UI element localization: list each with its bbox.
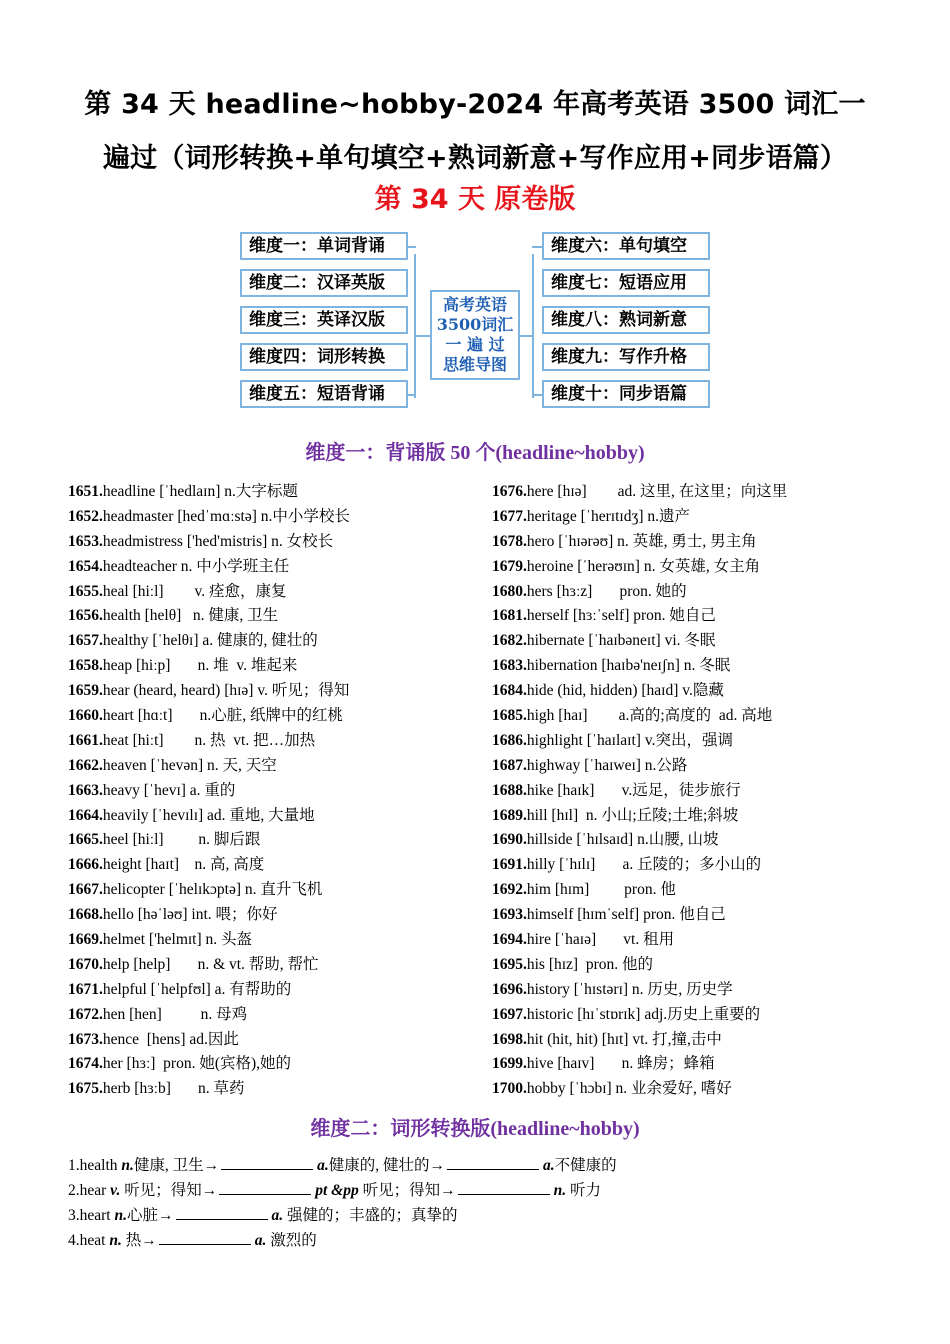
entry-number: 1688. [492, 781, 527, 799]
mind-map-node: 维度五：短语背诵 [240, 380, 408, 408]
part-of-speech: n. [109, 1232, 122, 1249]
entry-text: hit (hit, hit) [hɪt] vt. 打,撞,击中 [526, 1030, 722, 1048]
entry-text: hero [ˈhɪərəʊ] n. 英雄, 勇士, 男主角 [526, 532, 757, 550]
vocab-entry [492, 978, 787, 1003]
vocab-entry [68, 878, 350, 903]
transform-meaning: 心脏→ [126, 1207, 174, 1224]
entry-text: heaven [ˈhevən] n. 天, 天空 [102, 756, 277, 774]
transform-word: 2.hear [68, 1182, 111, 1199]
entry-text: helicopter [ˈhelɪkɔptə] n. 直升飞机 [102, 881, 323, 899]
vocab-list-right [492, 480, 787, 1102]
entry-text: headmaster [hedˈmɑːstə] n.中小学校长 [102, 507, 350, 525]
entry-text: him [hɪm] pron. 他 [526, 881, 676, 899]
entry-number: 1699. [492, 1055, 527, 1073]
entry-text: heavily [ˈhevɪlɪ] ad. 重地, 大量地 [102, 806, 315, 824]
entry-text: high [haɪ] a.高的;高度的 ad. 高地 [526, 707, 773, 725]
vocab-entry [492, 604, 787, 629]
part-of-speech: a. [271, 1207, 284, 1224]
vocab-entry [492, 804, 787, 829]
part-of-speech: n. [121, 1157, 134, 1174]
vocab-entry [68, 828, 350, 853]
part-of-speech: n. [114, 1207, 127, 1224]
entry-number: 1691. [492, 856, 527, 874]
entry-number: 1662. [68, 756, 103, 774]
transform-meaning: 听力 [566, 1182, 602, 1199]
vocab-entry [68, 1028, 350, 1053]
entry-number: 1666. [68, 856, 103, 874]
entry-number: 1668. [68, 906, 103, 924]
vocab-entry [492, 505, 787, 530]
transform-meaning: 热→ [121, 1232, 157, 1249]
entry-text: hill [hɪl] n. 小山;丘陵;土堆;斜坡 [526, 806, 739, 824]
entry-number: 1696. [492, 980, 527, 998]
entry-number: 1693. [492, 906, 527, 924]
vocab-entry [492, 1077, 787, 1102]
entry-text: hers [hɜːz] pron. 她的 [526, 582, 687, 600]
entry-text: helmet ['helmɪt] n. 头盔 [102, 931, 253, 949]
connector-line [414, 254, 416, 398]
entry-number: 1697. [492, 1005, 527, 1023]
entry-text: hide (hid, hidden) [haɪd] v.隐藏 [526, 682, 724, 700]
vocab-entry [492, 629, 787, 654]
vocab-entry [68, 1052, 350, 1077]
vocab-entry [68, 704, 350, 729]
mind-map-node: 维度九：写作升格 [542, 343, 710, 371]
entry-number: 1687. [492, 756, 527, 774]
entry-number: 1670. [68, 955, 103, 973]
transform-row [68, 1153, 617, 1178]
entry-text: heritage [ˈherɪtɪdʒ] n.遗产 [526, 507, 690, 525]
entry-number: 1683. [492, 657, 527, 675]
entry-number: 1676. [492, 483, 527, 500]
entry-text: helpful [ˈhelpfʊl] a. 有帮助的 [102, 980, 292, 998]
entry-number: 1680. [492, 582, 527, 600]
vocab-entry [68, 754, 350, 779]
entry-text: heal [hiːl] v. 痊愈，康复 [102, 582, 287, 600]
entry-text: heavy [ˈhevɪ] a. 重的 [102, 781, 236, 799]
entry-text: heart [hɑːt] n.心脏, 纸牌中的红桃 [102, 707, 344, 725]
vocab-entry [68, 853, 350, 878]
vocab-entry [492, 903, 787, 928]
vocab-entry [492, 555, 787, 580]
transform-row [68, 1228, 617, 1253]
entry-text: herb [hɜːb] n. 草药 [102, 1080, 245, 1098]
entry-text: hence [hens] ad.因此 [102, 1030, 239, 1048]
vocab-entry [492, 878, 787, 903]
entry-text: hear (heard, heard) [hɪə] v. 听见；得知 [102, 682, 350, 700]
vocab-entry [68, 654, 350, 679]
part-of-speech: v. [110, 1182, 121, 1199]
vocab-entry [68, 1003, 350, 1028]
part-of-speech: n. [553, 1182, 567, 1199]
vocab-entry [68, 480, 350, 505]
entry-number: 1684. [492, 682, 527, 700]
connector-line [532, 254, 534, 398]
entry-text: her [hɜː] pron. 她(宾格),她的 [102, 1055, 292, 1073]
entry-number: 1660. [68, 707, 103, 725]
entry-text: headteacher n. 中小学班主任 [102, 557, 290, 575]
title-line-2: 遍过（词形转换+单句填空+熟词新意+写作应用+同步语篇） [102, 143, 848, 174]
entry-number: 1663. [68, 781, 103, 799]
entry-text: heap [hiːp] n. 堆 v. 堆起来 [102, 657, 298, 675]
entry-number: 1678. [492, 532, 527, 550]
entry-text: headline [ˈhedlaɪn] n.大字标题 [102, 483, 298, 500]
vocab-entry [68, 978, 350, 1003]
entry-number: 1682. [492, 632, 527, 650]
answer-blank[interactable] [447, 1155, 539, 1170]
entry-text: highway [ˈhaɪweɪ] n.公路 [526, 756, 688, 774]
entry-number: 1692. [492, 881, 527, 899]
entry-text: height [haɪt] n. 高, 高度 [102, 856, 265, 874]
vocab-entry [68, 953, 350, 978]
document-title [60, 78, 890, 186]
entry-text: hillside [ˈhɪlsaɪd] n.山腰, 山坡 [526, 831, 719, 849]
entry-text: help [help] n. & vt. 帮助, 帮忙 [102, 955, 319, 973]
vocab-entry [68, 1077, 350, 1102]
vocab-entry [492, 480, 787, 505]
entry-number: 1651. [68, 483, 103, 500]
entry-number: 1672. [68, 1005, 103, 1023]
entry-text: headmistress ['hed'mistris] n. 女校长 [102, 532, 334, 550]
section-heading: 维度一：背诵版 50 个(headline~hobby) [305, 442, 645, 464]
entry-text: hike [haɪk] v.远足，徒步旅行 [526, 781, 741, 799]
entry-number: 1664. [68, 806, 103, 824]
entry-number: 1681. [492, 607, 527, 625]
vocab-entry [68, 505, 350, 530]
mind-map-node: 维度八：熟词新意 [542, 306, 710, 334]
entry-text: health [helθ] n. 健康, 卫生 [102, 607, 279, 625]
entry-text: hive [haɪv] n. 蜂房；蜂箱 [526, 1055, 715, 1073]
vocab-entry [68, 903, 350, 928]
entry-number: 1652. [68, 507, 103, 525]
vocab-entry [68, 928, 350, 953]
connector-line [532, 394, 542, 396]
entry-number: 1695. [492, 955, 527, 973]
title-line-1: 第 34 天 headline~hobby-2024 年高考英语 3500 词汇一 [84, 89, 866, 120]
entry-text: highlight [ˈhaɪlaɪt] v.突出，强调 [526, 731, 733, 749]
vocab-entry [68, 679, 350, 704]
entry-text: heroine [ˈherəʊɪn] n. 女英雄, 女主角 [526, 557, 761, 575]
entry-number: 1656. [68, 607, 103, 625]
part-of-speech: pt &pp [315, 1182, 359, 1199]
mind-map-node: 维度七：短语应用 [542, 269, 710, 297]
vocab-entry [492, 704, 787, 729]
entry-number: 1653. [68, 532, 103, 550]
connector-line [532, 246, 542, 248]
vocab-entry [492, 953, 787, 978]
entry-number: 1654. [68, 557, 103, 575]
transform-row [68, 1203, 617, 1228]
entry-text: himself [hɪmˈself] pron. 他自己 [526, 906, 726, 924]
mind-map-node: 维度六：单句填空 [542, 232, 710, 260]
connector-line [408, 394, 416, 396]
entry-number: 1669. [68, 931, 103, 949]
vocab-entry [492, 1003, 787, 1028]
answer-blank[interactable] [221, 1155, 313, 1170]
entry-text: hibernation [haɪbə'neɪʃn] n. 冬眠 [526, 657, 731, 675]
entry-text: here [hɪə] ad. 这里, 在这里；向这里 [526, 483, 788, 500]
entry-text: hen [hen] n. 母鸡 [102, 1005, 248, 1023]
mind-map [238, 230, 714, 412]
entry-number: 1677. [492, 507, 527, 525]
entry-number: 1659. [68, 682, 103, 700]
vocab-entry [492, 754, 787, 779]
mind-map-node: 维度一：单词背诵 [240, 232, 408, 260]
vocab-entry [492, 679, 787, 704]
entry-number: 1685. [492, 707, 527, 725]
entry-text: hibernate [ˈhaɪbəneɪt] vi. 冬眠 [526, 632, 716, 650]
transform-meaning: 健康的, 健壮的→ [328, 1157, 446, 1174]
part-of-speech: a. [317, 1157, 329, 1174]
entry-number: 1674. [68, 1055, 103, 1073]
entry-number: 1686. [492, 731, 527, 749]
entry-number: 1671. [68, 980, 103, 998]
vocab-entry [492, 530, 787, 555]
entry-number: 1698. [492, 1030, 527, 1048]
vocab-entry [68, 729, 350, 754]
entry-text: hello [həˈləʊ] int. 喂；你好 [102, 906, 278, 924]
vocab-entry [68, 629, 350, 654]
connector-line [520, 335, 532, 337]
entry-text: hilly [ˈhɪlɪ] a. 丘陵的；多小山的 [526, 856, 762, 874]
entry-number: 1665. [68, 831, 103, 849]
connector-line [408, 246, 416, 248]
mind-map-node: 维度三：英译汉版 [240, 306, 408, 334]
answer-blank[interactable] [159, 1230, 251, 1245]
vocab-entry [492, 729, 787, 754]
word-transform-list [68, 1153, 617, 1253]
entry-text: hobby [ˈhɔbɪ] n. 业余爱好, 嗜好 [526, 1080, 732, 1098]
mind-map-node: 维度四：词形转换 [240, 343, 408, 371]
vocab-list-left [68, 480, 350, 1102]
transform-meaning: 健康, 卫生→ [133, 1157, 220, 1174]
document-subtitle: 第 34 天 原卷版 [374, 184, 576, 215]
vocab-entry [68, 530, 350, 555]
entry-number: 1689. [492, 806, 527, 824]
entry-number: 1679. [492, 557, 527, 575]
entry-number: 1700. [492, 1080, 527, 1098]
entry-number: 1675. [68, 1080, 103, 1098]
section-heading: 维度二：词形转换版(headline~hobby) [310, 1118, 640, 1140]
entry-text: historic [hɪˈstɒrɪk] adj.历史上重要的 [526, 1005, 761, 1023]
transform-meaning: 激烈的 [266, 1232, 317, 1249]
transform-meaning: 不健康的 [554, 1157, 617, 1174]
mind-map-node: 维度二：汉译英版 [240, 269, 408, 297]
vocab-entry [68, 555, 350, 580]
vocab-entry [492, 853, 787, 878]
part-of-speech: a. [543, 1157, 555, 1174]
vocab-entry [492, 779, 787, 804]
vocab-entry [68, 779, 350, 804]
mind-map-node: 维度十：同步语篇 [542, 380, 710, 408]
transform-meaning: 听见；得知→ [120, 1182, 218, 1199]
entry-number: 1655. [68, 582, 103, 600]
entry-number: 1690. [492, 831, 527, 849]
entry-text: his [hɪz] pron. 他的 [526, 955, 654, 973]
vocab-entry [492, 654, 787, 679]
entry-number: 1658. [68, 657, 103, 675]
entry-number: 1694. [492, 931, 527, 949]
entry-text: heat [hiːt] n. 热 vt. 把…加热 [102, 731, 316, 749]
entry-number: 1661. [68, 731, 103, 749]
answer-blank[interactable] [458, 1180, 550, 1195]
entry-text: heel [hiːl] n. 脚后跟 [102, 831, 261, 849]
vocab-entry [68, 580, 350, 605]
entry-number: 1657. [68, 632, 103, 650]
vocab-entry [492, 828, 787, 853]
part-of-speech: a. [254, 1232, 267, 1249]
entry-number: 1667. [68, 881, 103, 899]
vocab-entry [68, 604, 350, 629]
entry-text: healthy [ˈhelθɪ] a. 健康的, 健壮的 [102, 632, 318, 650]
answer-blank[interactable] [176, 1205, 268, 1220]
transform-row [68, 1178, 617, 1203]
vocab-entry [492, 1028, 787, 1053]
transform-meaning: 听见；得知→ [358, 1182, 456, 1199]
transform-word: 1.health [68, 1157, 122, 1174]
vocab-entry [492, 580, 787, 605]
answer-blank[interactable] [219, 1180, 311, 1195]
entry-text: history [ˈhɪstərɪ] n. 历史, 历史学 [526, 980, 733, 998]
vocab-entry [68, 804, 350, 829]
transform-word: 4.heat [68, 1232, 110, 1249]
transform-word: 3.heart [68, 1207, 115, 1224]
mind-map-center: 高考英语 3500词汇 一 遍 过 思维导图 [430, 290, 520, 380]
transform-meaning: 强健的；丰盛的；真挚的 [283, 1207, 458, 1224]
vocab-entry [492, 1052, 787, 1077]
entry-number: 1673. [68, 1030, 103, 1048]
connector-line [416, 335, 430, 337]
entry-text: herself [hɜːˈself] pron. 她自己 [526, 607, 716, 625]
vocab-entry [492, 928, 787, 953]
entry-text: hire [ˈhaɪə] vt. 租用 [526, 931, 675, 949]
